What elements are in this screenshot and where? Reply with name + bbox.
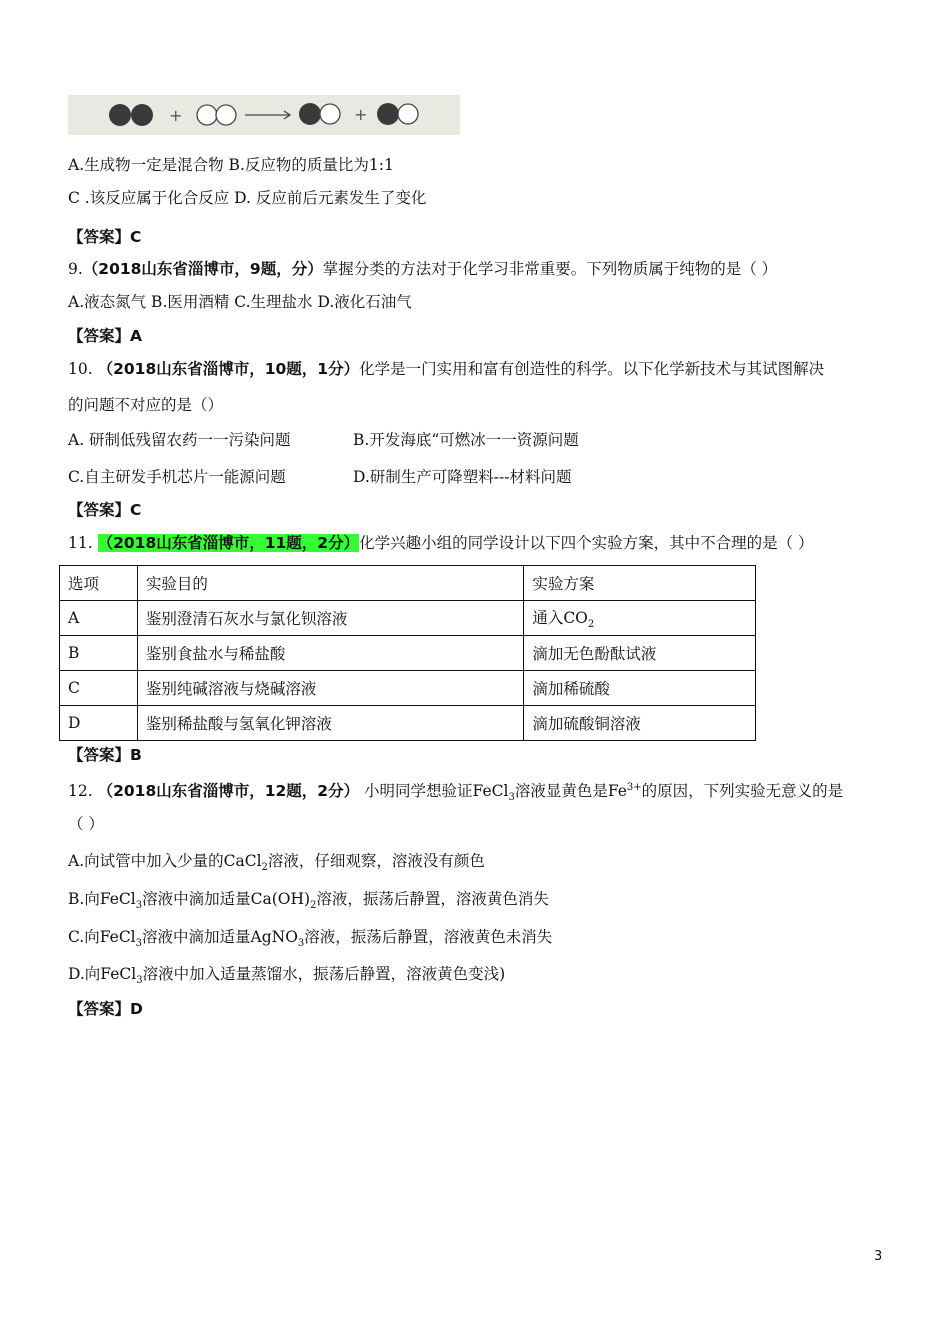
header-method: 实验方案 bbox=[524, 566, 756, 601]
answer-value: D bbox=[130, 1000, 143, 1018]
question-text: 化学兴趣小组的同学设计以下四个实验方案，其中不合理的是（ ） bbox=[359, 534, 814, 552]
table-row bbox=[60, 636, 756, 671]
table-row bbox=[60, 706, 756, 741]
question-source: （2018山东省淄博市，9题，分） bbox=[82, 260, 323, 278]
experiment-table bbox=[59, 565, 756, 741]
header-purpose: 实验目的 bbox=[137, 566, 523, 601]
dark-atom bbox=[131, 104, 153, 126]
q12-option-b: B.向FeCl$_3$溶液中滴加适量$Ca(OH)_2$溶液，振荡后静置，溶液黄色消失 bbox=[68, 890, 549, 912]
dark-atom bbox=[109, 104, 131, 126]
row-purpose: 鉴别澄清石灰水与氯化钡溶液 bbox=[137, 601, 523, 636]
row-method: 通入$CO_2$ bbox=[524, 601, 756, 636]
header-option: 选项 bbox=[60, 566, 138, 601]
answer-label: 【答案】 bbox=[68, 228, 131, 246]
page-number: 3 bbox=[874, 1249, 883, 1264]
question-text: 掌握分类的方法对于化学习非常重要。下列物质属于纯物的是（ ） bbox=[322, 260, 778, 278]
row-method: 滴加无色酚酞试液 bbox=[524, 636, 756, 671]
q10-option-b: B.开发海底“可燃冰一一资源问题 bbox=[353, 431, 579, 449]
answer-label: 【答案】 bbox=[68, 1000, 131, 1018]
light-atom bbox=[216, 105, 236, 125]
q12-option-d: D.向FeCl$_3$溶液中加入适量蒸馏水，振荡后静置，溶液黄色变浅) bbox=[68, 965, 506, 987]
answer-value: C bbox=[130, 501, 142, 519]
q10-stem-line2: 的问题不对应的是（） bbox=[68, 396, 224, 414]
q12-stem-line2: （ ） bbox=[68, 815, 104, 833]
dark-atom bbox=[299, 103, 321, 125]
q10-stem bbox=[68, 358, 824, 380]
question-source-highlighted: （2018山东省淄博市，11题，2分） bbox=[97, 534, 360, 552]
q12-option-c: C.向FeCl$_3$溶液中滴加适量AgNO$_3$溶液，振荡后静置，溶液黄色未消失 bbox=[68, 928, 553, 950]
row-option: B bbox=[60, 636, 138, 671]
question-number: 12. bbox=[68, 782, 93, 801]
row-purpose: 鉴别稀盐酸与氢氧化钾溶液 bbox=[137, 706, 523, 741]
question-text: 化学是一门实用和富有创造性的科学。以下化学新技术与其试图解决 bbox=[359, 360, 825, 378]
answer-value: B bbox=[130, 746, 142, 764]
q8-options-line1: A.生成物一定是混合物 B.反应物的质量比为1:1 bbox=[68, 156, 394, 174]
q11-answer bbox=[68, 744, 142, 766]
question-source: （2018山东省淄博市，10题，1分） bbox=[97, 360, 360, 378]
q10-answer bbox=[68, 499, 141, 521]
q12-stem bbox=[68, 777, 843, 809]
light-atom bbox=[320, 104, 340, 124]
answer-label: 【答案】 bbox=[68, 327, 131, 345]
q9-options: A.液态氮气 B.医用酒精 C.生理盐水 D.液化石油气 bbox=[68, 293, 412, 311]
question-number: 9. bbox=[68, 260, 83, 278]
q8-answer bbox=[68, 226, 141, 248]
q10-option-c: C.自主研发手机芯片一能源问题 bbox=[68, 468, 286, 486]
q12-option-a: A.向试管中加入少量的CaCl$_2$溶液，仔细观察，溶液没有颜色 bbox=[68, 852, 485, 874]
q9-stem bbox=[68, 258, 777, 280]
q8-options-line2: C .该反应属于化合反应 D. 反应前后元素发生了变化 bbox=[68, 189, 427, 207]
question-source: （2018山东省淄博市，12题，2分） bbox=[97, 782, 360, 801]
question-number: 11. bbox=[68, 534, 93, 552]
plus-sign: + bbox=[354, 105, 368, 124]
plus-sign: + bbox=[169, 106, 183, 125]
row-option: C bbox=[60, 671, 138, 706]
row-method: 滴加稀硫酸 bbox=[524, 671, 756, 706]
answer-label: 【答案】 bbox=[68, 746, 131, 764]
question-text: 小明同学想验证FeCl$_3$溶液显黄色是$Fe^{3+}$的原因，下列实验无意义的是 bbox=[364, 782, 844, 804]
q10-option-d: D.研制生产可降塑料---材料问题 bbox=[353, 468, 572, 486]
row-method: 滴加硫酸铜溶液 bbox=[524, 706, 756, 741]
q10-option-a: A. 研制低残留农药一一污染问题 bbox=[68, 431, 291, 449]
dark-atom bbox=[377, 103, 399, 125]
answer-label: 【答案】 bbox=[68, 501, 131, 519]
table-row bbox=[60, 601, 756, 636]
q9-answer bbox=[68, 325, 142, 347]
q12-answer bbox=[68, 998, 143, 1020]
table-row bbox=[60, 671, 756, 706]
row-option: A bbox=[60, 601, 138, 636]
question-number: 10. bbox=[68, 360, 93, 378]
answer-value: A bbox=[130, 327, 143, 345]
q11-stem bbox=[68, 532, 814, 554]
row-purpose: 鉴别食盐水与稀盐酸 bbox=[137, 636, 523, 671]
light-atom bbox=[197, 105, 217, 125]
row-option: D bbox=[60, 706, 138, 741]
row-purpose: 鉴别纯碱溶液与烧碱溶液 bbox=[137, 671, 523, 706]
answer-value: C bbox=[130, 228, 142, 246]
light-atom bbox=[398, 104, 418, 124]
reaction-molecule-diagram bbox=[68, 95, 460, 135]
table-header-row bbox=[60, 566, 756, 601]
